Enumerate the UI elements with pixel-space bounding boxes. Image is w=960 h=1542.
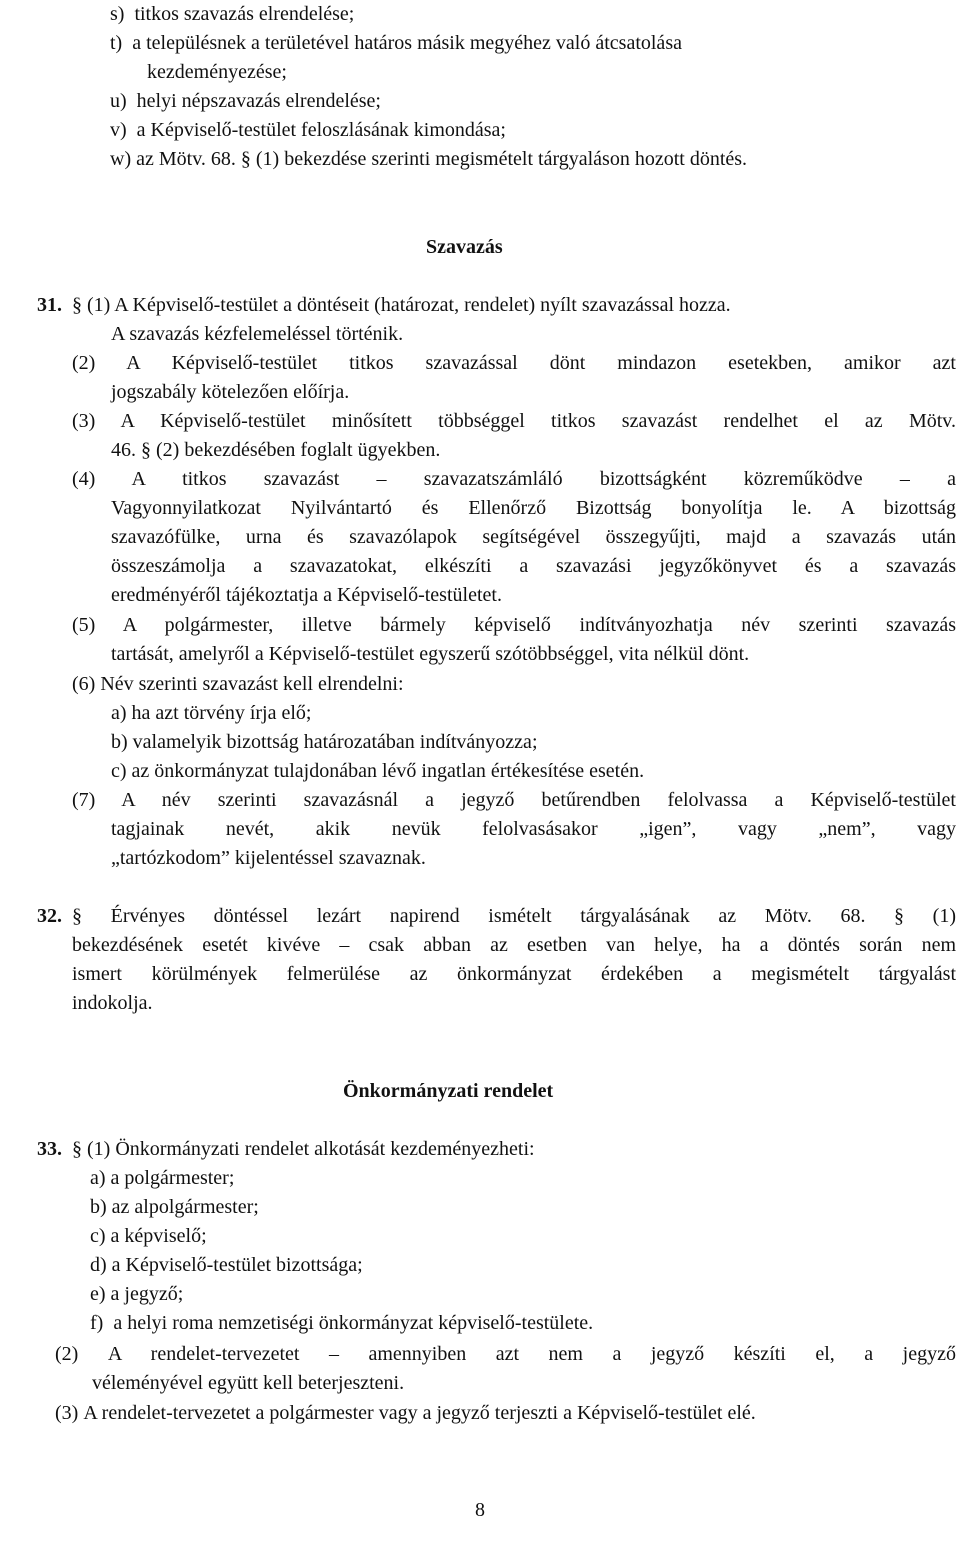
paragraph-31-6-item-b: b) valamelyik bizottság határozatában indítványozza; xyxy=(111,731,538,753)
paragraph-31-4-line-5: eredményéről tájékoztatja a Képviselő-testületet. xyxy=(111,584,502,606)
paragraph-31-3-line-2: 46. § (2) bekezdésében foglalt ügyekben. xyxy=(111,439,441,461)
paragraph-32-line-4: indokolja. xyxy=(72,992,153,1014)
paragraph-31-4-line-2: Vagyonnyilatkozat Nyilvántartó és Ellenőrző Bizottság bonyolítja le. A bizottság xyxy=(111,497,956,519)
paragraph-31-6-item-a: a) ha azt törvény írja elő; xyxy=(111,702,312,724)
paragraph-31-2-line-2: jogszabály kötelezően előírja. xyxy=(111,381,350,403)
paragraph-31-5-line-1: (5) A polgármester, illetve bármely képviselő indítványozhatja név szerinti szavazás xyxy=(72,614,956,636)
paragraph-31-4-line-3: szavazófülke, urna és szavazólapok segítségével összegyűjti, majd a szavazás után xyxy=(111,526,956,548)
paragraph-33-2-line-2: véleményével együtt kell beterjeszteni. xyxy=(92,1372,405,1394)
paragraph-33-2-line-1: (2) A rendelet-tervezetet – amennyiben azt nem a jegyző készíti el, a jegyző xyxy=(55,1343,956,1365)
paragraph-33-item-b: b) az alpolgármester; xyxy=(90,1196,259,1218)
paragraph-number-32: 32. xyxy=(37,905,62,927)
paragraph-33-item-e: e) a jegyző; xyxy=(90,1283,184,1305)
list-item-t: t) a településnek a területével határos másik megyéhez való átcsatolása xyxy=(110,32,682,54)
page-number: 8 xyxy=(475,1499,485,1521)
paragraph-33-3: (3) A rendelet-tervezetet a polgármester vagy a jegyző terjeszti a Képviselő-testület elé. xyxy=(55,1402,756,1424)
paragraph-32-line-3: ismert körülmények felmerülése az önkormányzat érdekében a megismételt tárgyalást xyxy=(72,963,956,985)
paragraph-31-6-line-1: (6) Név szerinti szavazást kell elrendelni: xyxy=(72,673,404,695)
paragraph-number-33: 33. xyxy=(37,1138,62,1160)
paragraph-31-4-line-4: összeszámolja a szavazatokat, elkészíti a szavazási jegyzőkönyvet és a szavazás xyxy=(111,555,956,577)
section-heading-rendelet: Önkormányzati rendelet xyxy=(343,1080,554,1102)
paragraph-31-5-line-2: tartását, amelyről a Képviselő-testület egyszerű szótöbbséggel, vita nélkül dönt. xyxy=(111,643,750,665)
paragraph-33-item-f: f) a helyi roma nemzetiségi önkormányzat képviselő-testülete. xyxy=(90,1312,594,1334)
list-item-s: s) titkos szavazás elrendelése; xyxy=(110,3,355,25)
paragraph-31-7-line-3: „tartózkodom” kijelentéssel szavaznak. xyxy=(111,847,426,869)
list-item-t-cont: kezdeményezése; xyxy=(147,61,287,83)
paragraph-31-1-line-1: § (1) A Képviselő-testület a döntéseit (határozat, rendelet) nyílt szavazással hozza. xyxy=(72,294,731,316)
list-item-u: u) helyi népszavazás elrendelése; xyxy=(110,90,381,112)
paragraph-31-3-line-1: (3) A Képviselő-testület minősített többséggel titkos szavazást rendelhet el az Mötv. xyxy=(72,410,956,432)
paragraph-31-4-line-1: (4) A titkos szavazást – szavazatszámláló bizottságként közreműködve – a xyxy=(72,468,956,490)
list-item-w: w) az Mötv. 68. § (1) bekezdése szerinti megismételt tárgyaláson hozott döntés. xyxy=(110,148,748,170)
paragraph-33-1: § (1) Önkormányzati rendelet alkotását kezdeményezheti: xyxy=(72,1138,535,1160)
paragraph-31-2-line-1: (2) A Képviselő-testület titkos szavazással dönt mindazon esetekben, amikor azt xyxy=(72,352,956,374)
paragraph-31-1-line-2: A szavazás kézfelemeléssel történik. xyxy=(111,323,404,345)
paragraph-32-line-1: § Érvényes döntéssel lezárt napirend ismételt tárgyalásának az Mötv. 68. § (1) xyxy=(72,905,956,927)
list-item-v: v) a Képviselő-testület feloszlásának kimondása; xyxy=(110,119,506,141)
paragraph-33-item-d: d) a Képviselő-testület bizottsága; xyxy=(90,1254,363,1276)
paragraph-number-31: 31. xyxy=(37,294,62,316)
paragraph-33-item-a: a) a polgármester; xyxy=(90,1167,235,1189)
paragraph-31-6-item-c: c) az önkormányzat tulajdonában lévő ingatlan értékesítése esetén. xyxy=(111,760,645,782)
paragraph-32-line-2: bekezdésének esetét kivéve – csak abban az esetben van helye, ha a döntés során nem xyxy=(72,934,956,956)
paragraph-33-item-c: c) a képviselő; xyxy=(90,1225,207,1247)
section-heading-szavazas: Szavazás xyxy=(426,236,503,258)
paragraph-31-7-line-1: (7) A név szerinti szavazásnál a jegyző betűrendben felolvassa a Képviselő-testület xyxy=(72,789,956,811)
paragraph-31-7-line-2: tagjainak nevét, akik nevük felolvasásakor „igen”, vagy „nem”, vagy xyxy=(111,818,956,840)
